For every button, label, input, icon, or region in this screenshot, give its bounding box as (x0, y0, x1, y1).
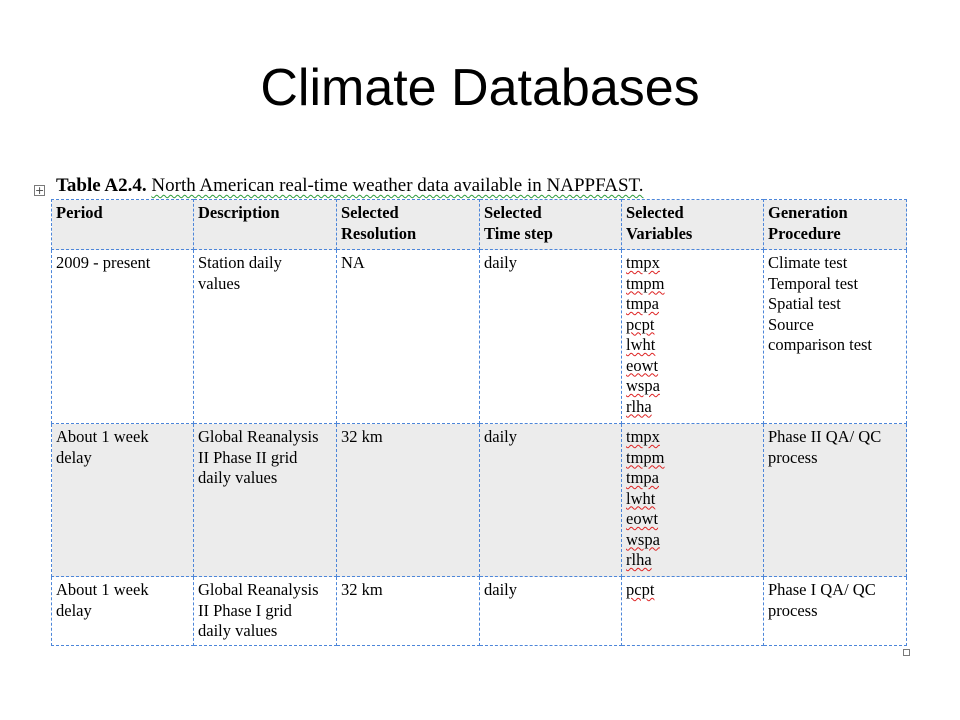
caption-label: Table A2.4. (56, 175, 147, 196)
cell-line: daily (484, 580, 517, 599)
variable-name: rlha (626, 550, 652, 569)
cell-line: Spatial test (768, 294, 841, 313)
variable-name: lwht (626, 335, 656, 354)
variable-name: rlha (626, 396, 652, 416)
header-period (52, 200, 194, 250)
header-resolution (337, 200, 480, 250)
cell-line: About 1 week (56, 580, 149, 599)
header-line: Period (56, 203, 103, 222)
cell-procedure (764, 250, 907, 424)
header-description (194, 200, 337, 250)
cell-line: Global Reanalysis (198, 580, 319, 599)
cell-line: Phase II QA/ QC (768, 427, 882, 446)
cell-line: Source (768, 314, 814, 334)
cell-resolution (337, 577, 480, 646)
variable-name: tmpa (626, 468, 659, 487)
variable-name: wspa (626, 529, 660, 549)
cell-variables (622, 424, 764, 577)
slide-title: Climate Databases (260, 59, 700, 117)
cell-line: comparison test (768, 335, 873, 354)
cell-line: values (198, 273, 241, 293)
cell-line: Global Reanalysis (198, 427, 319, 446)
cell-variables (622, 250, 764, 424)
variable-name: eowt (626, 509, 659, 528)
cell-description (194, 250, 337, 424)
header-line: Selected (626, 203, 684, 222)
header-line: Description (198, 203, 280, 222)
cell-line: delay (56, 447, 92, 467)
cell-period (52, 424, 194, 577)
cell-line: Temporal test (768, 273, 859, 293)
cell-line: NA (341, 253, 365, 272)
header-line: Selected (341, 203, 399, 222)
cell-period (52, 250, 194, 424)
cell-resolution (337, 250, 480, 424)
table-header-row (52, 200, 907, 250)
cell-line: delay (56, 600, 92, 620)
variable-name: pcpt (626, 580, 655, 599)
cell-line: daily values (198, 621, 278, 640)
cell-description (194, 424, 337, 577)
table-row (52, 577, 907, 646)
cell-time-step (480, 424, 622, 577)
table-row (52, 424, 907, 577)
variable-name: lwht (626, 488, 656, 508)
cell-line: daily (484, 427, 517, 446)
cell-line: process (768, 447, 818, 467)
table-move-handle-icon[interactable]: + (35, 184, 45, 197)
cell-time-step (480, 250, 622, 424)
cell-line: 2009 - present (56, 253, 151, 272)
table-row (52, 250, 907, 424)
cell-description (194, 577, 337, 646)
cell-variables (622, 577, 764, 646)
header-line: Variables (626, 223, 693, 243)
variable-name: tmpa (626, 294, 659, 313)
cell-line: daily (484, 253, 517, 272)
variable-name: eowt (626, 355, 659, 375)
cell-line: II Phase II grid (198, 447, 298, 467)
cell-line: Phase I QA/ QC (768, 580, 876, 599)
header-time-step (480, 200, 622, 250)
variable-name: tmpx (626, 427, 660, 446)
caption-text: North American real-time weather data available in NAPPFAST. (151, 175, 644, 196)
cell-line: Station daily (198, 253, 282, 272)
header-line: Procedure (768, 223, 841, 243)
header-variables (622, 200, 764, 250)
cell-line: II Phase I grid (198, 600, 292, 620)
variable-name: pcpt (626, 314, 655, 334)
cell-line: 32 km (341, 427, 383, 446)
data-table (51, 199, 907, 646)
header-line: Resolution (341, 223, 417, 243)
cell-resolution (337, 424, 480, 577)
variable-name: tmpm (626, 447, 665, 467)
header-line: Selected (484, 203, 542, 222)
cell-line: 32 km (341, 580, 383, 599)
cell-procedure (764, 424, 907, 577)
header-line: Generation (768, 203, 848, 222)
table-caption (56, 175, 643, 197)
header-procedure (764, 200, 907, 250)
cell-line: About 1 week (56, 427, 149, 446)
variable-name: tmpx (626, 253, 660, 272)
variable-name: tmpm (626, 273, 665, 293)
table-resize-handle-icon[interactable] (903, 649, 910, 656)
cell-time-step (480, 577, 622, 646)
variable-name: wspa (626, 376, 660, 395)
cell-line: process (768, 600, 818, 620)
cell-line: Climate test (768, 253, 848, 272)
cell-procedure (764, 577, 907, 646)
header-line: Time step (484, 223, 553, 243)
cell-period (52, 577, 194, 646)
cell-line: daily values (198, 468, 278, 487)
